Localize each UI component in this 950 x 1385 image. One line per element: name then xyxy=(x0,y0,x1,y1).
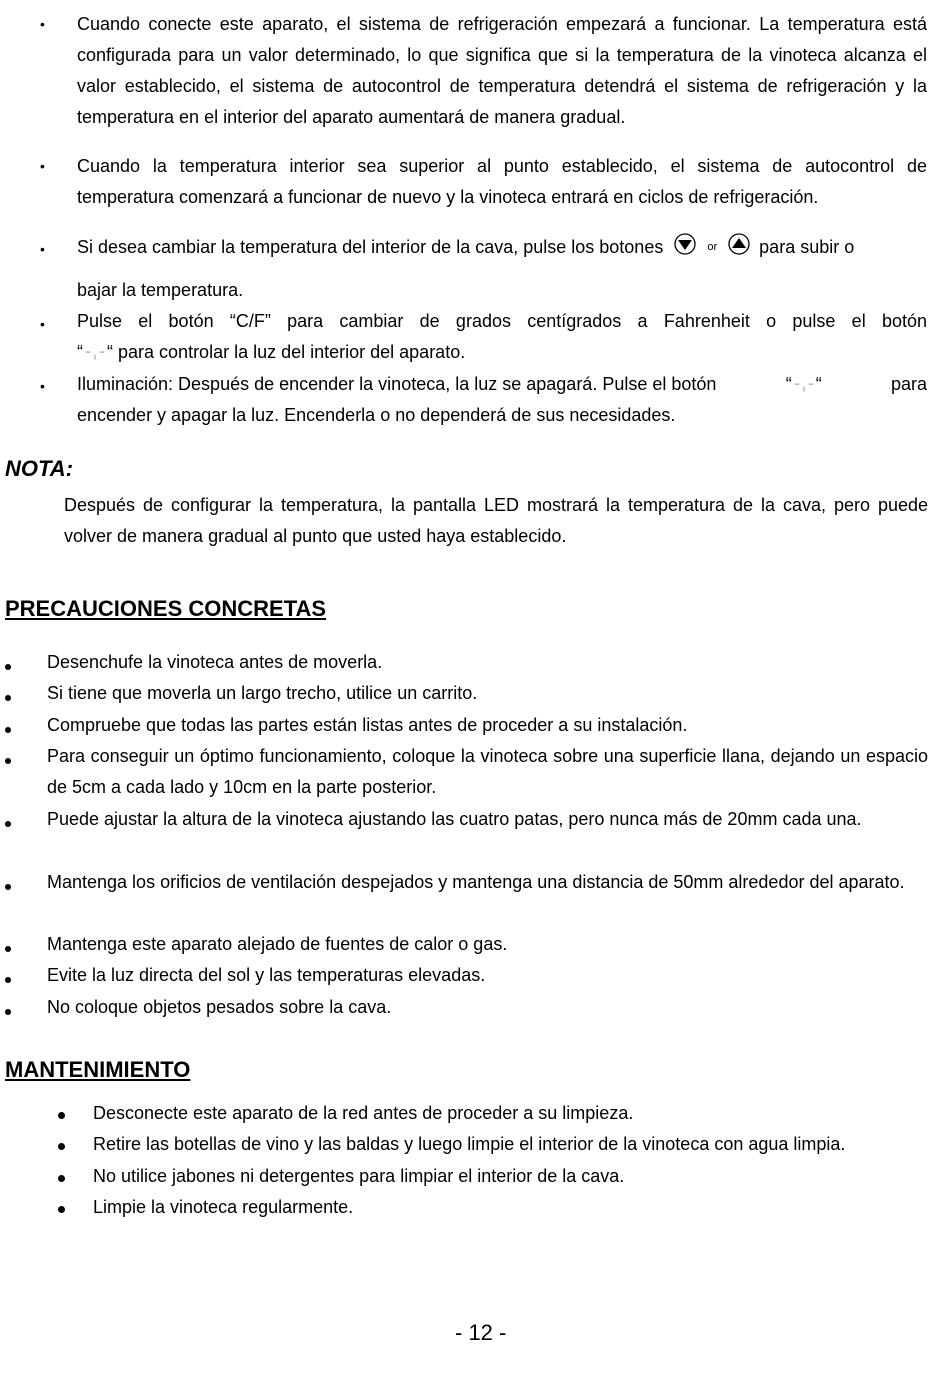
precauciones-heading: PRECAUCIONES CONCRETAS xyxy=(5,596,327,621)
bullet-marker: • xyxy=(40,378,45,394)
up-arrow-circle-icon xyxy=(728,233,750,255)
list-item: Puede ajustar la altura de la vinoteca ajustando las cuatro patas, pero nunca más de 20mm cada una. xyxy=(47,809,862,829)
list-item: Mantenga este aparato alejado de fuentes de calor o gas. xyxy=(47,934,508,954)
temp-bullet-line2: bajar la temperatura. xyxy=(77,280,244,300)
list-item: Limpie la vinoteca regularmente. xyxy=(93,1197,354,1217)
list-item: Evite la luz directa del sol y las temperaturas elevadas. xyxy=(47,965,486,985)
list-item: Desenchufe la vinoteca antes de moverla. xyxy=(47,652,383,672)
or-label: or xyxy=(707,241,718,253)
bullet-marker xyxy=(58,1175,65,1182)
down-arrow-circle-icon xyxy=(674,233,696,255)
list-item: Compruebe que todas las partes están listas antes de proceder a su instalación. xyxy=(47,715,688,735)
light-bullet-line1 xyxy=(77,369,927,400)
temp-bullet-line1 xyxy=(77,232,932,263)
light-bullet-symbol-group xyxy=(786,369,822,400)
cf-bullet-line2 xyxy=(77,337,465,368)
quote-close: “ xyxy=(107,342,113,362)
bullet-marker: • xyxy=(40,158,45,174)
bullet-marker xyxy=(5,977,11,983)
bullet-marker xyxy=(5,758,11,764)
intro-paragraph-2: Cuando la temperatura interior sea superior al punto establecido, el sistema de autocontrol de temperatura comenzará a funcionar de nuevo y la vinoteca entrará en ciclos de refrigeración. xyxy=(77,156,927,207)
mantenimiento-heading: MANTENIMIENTO xyxy=(5,1057,191,1082)
nota-label: NOTA: xyxy=(5,456,74,481)
bullet-marker xyxy=(5,946,11,952)
bullet-marker xyxy=(5,664,11,670)
bullet-marker xyxy=(5,821,11,827)
quote-close: “ xyxy=(815,374,822,394)
list-item: Retire las botellas de vino y las baldas y luego limpie el interior de la vinoteca con agua limpia. xyxy=(93,1134,846,1154)
list-item: No utilice jabones ni detergentes para limpiar el interior de la cava. xyxy=(93,1166,625,1186)
bullet-marker: • xyxy=(40,241,45,257)
quote-open: “ xyxy=(77,342,83,362)
nota-text: Después de configurar la temperatura, la pantalla LED mostrará la temperatura de la cava, pero puede volver de manera gradual al punto que usted haya establecido. xyxy=(64,495,928,546)
bullet-marker xyxy=(58,1143,65,1150)
bullet-marker xyxy=(5,695,11,701)
page-number: - 12 - xyxy=(455,1320,507,1345)
bullet-marker xyxy=(58,1206,65,1213)
list-item: Desconecte este aparato de la red antes de proceder a su limpieza. xyxy=(93,1103,634,1123)
bullet-marker xyxy=(5,884,11,890)
bullet-marker: • xyxy=(40,316,45,332)
temp-bullet-text-after: para subir o xyxy=(759,237,855,257)
bullet-marker: • xyxy=(40,16,45,32)
light-bullet-text-after: para xyxy=(890,374,927,394)
light-icon xyxy=(83,345,107,361)
quote-open: “ xyxy=(785,374,792,394)
intro-paragraph-1: Cuando conecte este aparato, el sistema de refrigeración empezará a funcionar. La temperatura está configurada para un valor determinado, lo que significa que si la temperatura de la vinoteca alcanza el valor establecido, el sistema de autocontrol de temperatura detendrá el sistema de refrigeración y la temperatura en el interior del aparato aumentará de manera gradual. xyxy=(77,14,927,127)
bullet-marker xyxy=(5,1009,11,1015)
cf-bullet-text-rest: para controlar la luz del interior del aparato. xyxy=(118,342,466,362)
list-item: Para conseguir un óptimo funcionamiento, coloque la vinoteca sobre una superficie llana, dejando un espacio de 5cm a cada lado y 10cm en la parte posterior. xyxy=(47,746,928,797)
cf-bullet-line1: Pulse el botón “C/F” para cambiar de grados centígrados a Fahrenheit o pulse el botón xyxy=(77,311,927,331)
list-item: Si tiene que moverla un largo trecho, utilice un carrito. xyxy=(47,683,478,703)
temp-bullet-text-before: Si desea cambiar la temperatura del interior de la cava, pulse los botones xyxy=(77,237,664,257)
list-item: No coloque objetos pesados sobre la cava. xyxy=(47,997,392,1017)
list-item: Mantenga los orificios de ventilación despejados y mantenga una distancia de 50mm alrededor del aparato. xyxy=(47,872,905,892)
bullet-marker xyxy=(5,727,11,733)
light-icon xyxy=(792,377,816,393)
light-bullet-text-before: Iluminación: Después de encender la vinoteca, la luz se apagará. Pulse el botón xyxy=(77,374,717,394)
bullet-marker xyxy=(58,1112,65,1119)
light-bullet-line2: encender y apagar la luz. Encenderla o no dependerá de sus necesidades. xyxy=(77,405,676,425)
